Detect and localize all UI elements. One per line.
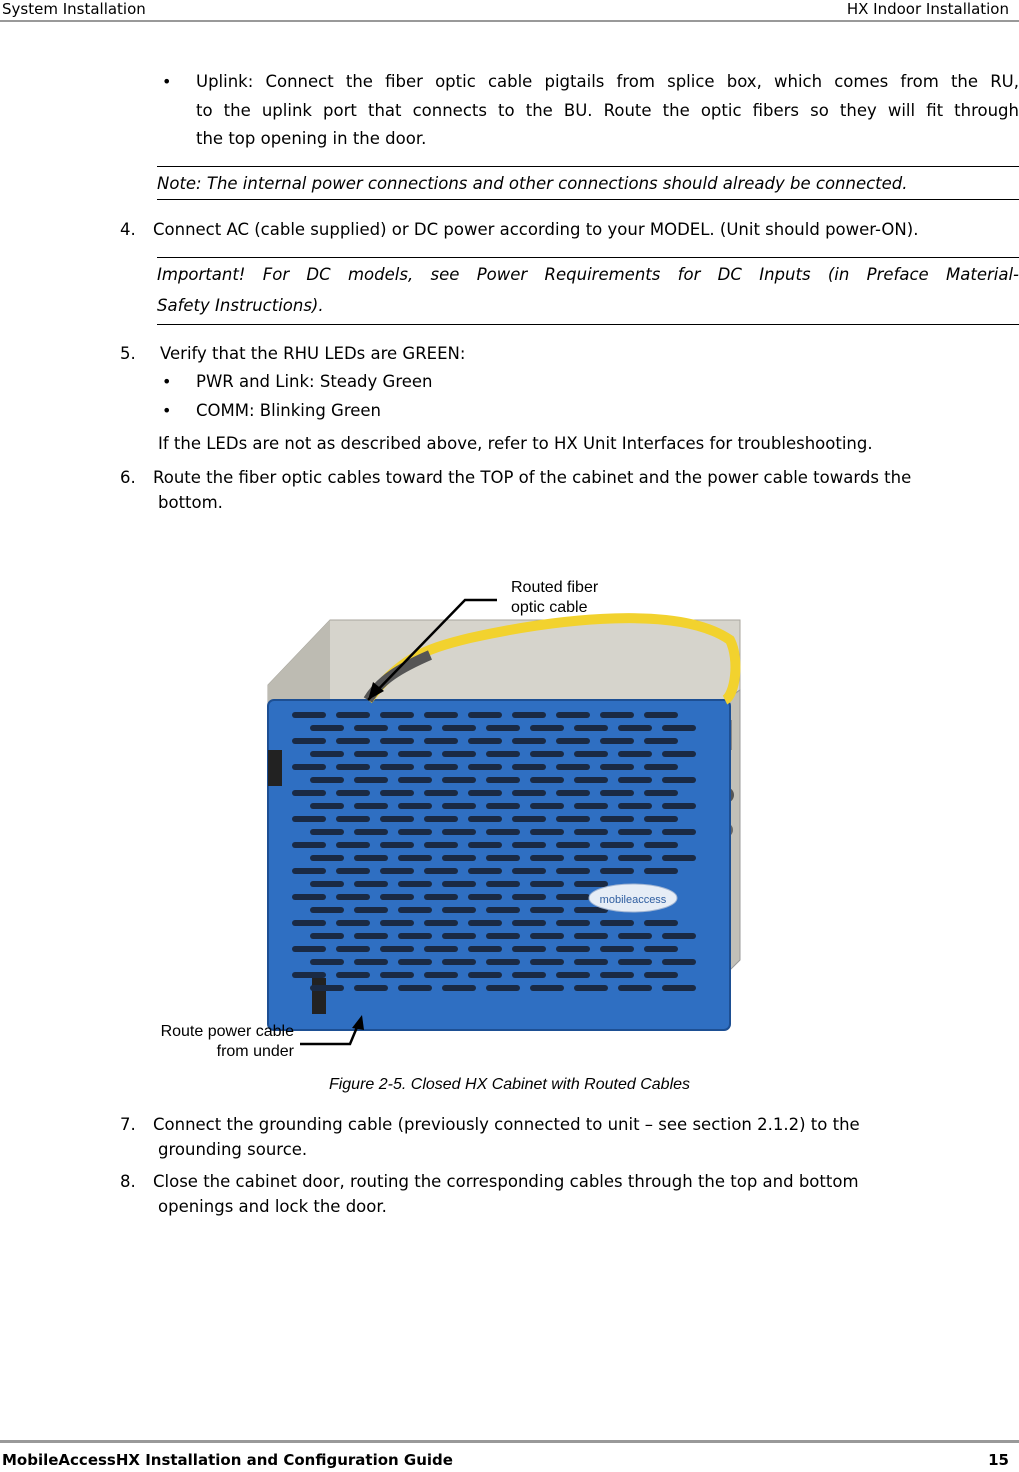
vent-slot [530, 725, 564, 731]
vent-slot [486, 855, 520, 861]
step-7-number: 7. [120, 1115, 136, 1134]
note-text: Note: The internal power connections and other connections should already be connected. [157, 174, 908, 193]
vent-slot [292, 738, 326, 744]
vent-slot [556, 738, 590, 744]
vent-slot [310, 829, 344, 835]
step-5-troubleshoot: If the LEDs are not as described above, refer to HX Unit Interfaces for troubleshooting. [158, 434, 873, 453]
vent-slot [486, 777, 520, 783]
vent-slot [644, 842, 678, 848]
bullet-glyph: • [162, 72, 172, 91]
vent-slot [618, 855, 652, 861]
vent-slot [442, 959, 476, 965]
vent-slot [530, 777, 564, 783]
vent-slot [600, 920, 634, 926]
vent-slot [512, 712, 546, 718]
step-4-number: 4. [120, 220, 136, 239]
vent-slot [398, 907, 432, 913]
vent-slot [468, 790, 502, 796]
vent-slot [486, 829, 520, 835]
vent-slot [512, 764, 546, 770]
vent-slot [424, 790, 458, 796]
vent-slot [442, 803, 476, 809]
vent-slot [574, 751, 608, 757]
vent-slot [354, 777, 388, 783]
vent-slot [644, 972, 678, 978]
vent-slot [398, 803, 432, 809]
important-note-line-2: Safety Instructions). [157, 296, 324, 315]
bullet-glyph: • [162, 372, 172, 391]
vent-slot [600, 712, 634, 718]
vent-slot [556, 712, 590, 718]
vent-slot [380, 842, 414, 848]
vent-slot [354, 855, 388, 861]
vent-slot [336, 894, 370, 900]
vent-slot [574, 725, 608, 731]
vent-slot [530, 803, 564, 809]
vent-slot [468, 842, 502, 848]
vent-slot [618, 829, 652, 835]
vent-slot [600, 868, 634, 874]
door-hinge-bottom [312, 978, 326, 1014]
header-section-title: System Installation [2, 0, 146, 18]
vent-slot [424, 738, 458, 744]
vent-slot [644, 712, 678, 718]
vent-slot [556, 764, 590, 770]
vent-slot [512, 894, 546, 900]
uplink-line-2: to the uplink port that connects to the BU. Route the optic fibers so they will fit through [196, 101, 1019, 120]
vent-slot [556, 842, 590, 848]
vent-slot [442, 829, 476, 835]
cabinet-photo [0, 560, 1019, 1070]
vent-slot [468, 738, 502, 744]
chassis-side [268, 620, 330, 710]
vent-slot [486, 959, 520, 965]
vent-slot [468, 920, 502, 926]
vent-slot [486, 907, 520, 913]
vent-slot [556, 894, 590, 900]
vent-slot [310, 855, 344, 861]
vent-slot [662, 829, 696, 835]
vent-slot [662, 855, 696, 861]
vent-slot [468, 712, 502, 718]
vent-slot [556, 868, 590, 874]
vent-slot [310, 907, 344, 913]
vent-slot [512, 816, 546, 822]
vent-slot [468, 868, 502, 874]
vent-slot [380, 738, 414, 744]
vent-slot [354, 751, 388, 757]
vent-slot [398, 725, 432, 731]
vent-slot [424, 816, 458, 822]
vent-slot [424, 868, 458, 874]
vent-slot [398, 829, 432, 835]
vent-slot [512, 972, 546, 978]
vent-slot [380, 764, 414, 770]
vent-slot [556, 790, 590, 796]
vent-slot [310, 933, 344, 939]
callout-fiber-line-1: Routed fiber [511, 579, 599, 596]
page-number: 15 [988, 1451, 1009, 1469]
vent-slot [530, 751, 564, 757]
vent-slot [556, 816, 590, 822]
led-bullet-comm: COMM: Blinking Green [196, 401, 382, 420]
step-8-number: 8. [120, 1172, 136, 1191]
step-5-number: 5. [120, 344, 136, 363]
step-6-number: 6. [120, 468, 136, 487]
callout-power-label [138, 1022, 294, 1062]
callout-fiber-line-2: optic cable [511, 599, 588, 616]
vent-slot [380, 972, 414, 978]
vent-slot [336, 972, 370, 978]
vent-slot [310, 959, 344, 965]
vent-slot [662, 933, 696, 939]
bullet-glyph: • [162, 401, 172, 420]
vent-slot [336, 764, 370, 770]
vent-slot [530, 907, 564, 913]
vent-slot [468, 764, 502, 770]
vent-slot [662, 725, 696, 731]
vent-slot [292, 920, 326, 926]
step-7-line-1: Connect the grounding cable (previously connected to unit – see section 2.1.2) to the [153, 1115, 860, 1134]
callout-power-line-2: from under [216, 1043, 294, 1060]
step-8-line-2: openings and lock the door. [158, 1197, 387, 1216]
step-4-text: Connect AC (cable supplied) or DC power according to your MODEL. (Unit should power-ON). [153, 220, 919, 239]
vent-slot [486, 985, 520, 991]
vent-slot [336, 816, 370, 822]
vent-slot [574, 985, 608, 991]
vent-slot [618, 985, 652, 991]
uplink-line-3: the top opening in the door. [196, 129, 427, 148]
callout-power-line-1: Route power cable [160, 1023, 294, 1040]
vent-slot [398, 855, 432, 861]
vent-slot [310, 725, 344, 731]
vent-slot [336, 712, 370, 718]
callout-fiber-label [511, 578, 598, 618]
vent-slot [292, 816, 326, 822]
vent-slot [292, 972, 326, 978]
vent-slot [336, 842, 370, 848]
vent-slot [380, 920, 414, 926]
vent-slot [310, 803, 344, 809]
vent-slot [644, 816, 678, 822]
vent-slot [336, 738, 370, 744]
vent-slot [468, 894, 502, 900]
vent-slot [644, 738, 678, 744]
vent-slot [600, 946, 634, 952]
vent-slot [442, 907, 476, 913]
vent-slot [600, 790, 634, 796]
vent-slot [530, 985, 564, 991]
vent-slot [574, 959, 608, 965]
vent-slot [512, 946, 546, 952]
vent-slot [486, 725, 520, 731]
vent-slot [618, 959, 652, 965]
vent-slot [354, 829, 388, 835]
vent-slot [292, 712, 326, 718]
step-6-line-2: bottom. [158, 493, 223, 512]
vent-slot [662, 985, 696, 991]
vent-slot [310, 751, 344, 757]
vent-slot [354, 933, 388, 939]
figure-caption: Figure 2-5. Closed HX Cabinet with Routed Cables [328, 1076, 691, 1093]
vent-slot [398, 959, 432, 965]
vent-slot [662, 777, 696, 783]
brand-logo-text: mobileaccess [599, 894, 667, 906]
vent-slot [618, 725, 652, 731]
vent-slot [574, 777, 608, 783]
footer-guide-title: MobileAccessHX Installation and Configuration Guide [2, 1451, 453, 1469]
vent-slot [574, 803, 608, 809]
step-6-line-1: Route the fiber optic cables toward the TOP of the cabinet and the power cable towards the [153, 468, 912, 487]
vent-slot [468, 816, 502, 822]
important-note-line-1: Important! For DC models, see Power Requirements for DC Inputs (in Preface Material- [157, 265, 1019, 284]
vent-slot [354, 803, 388, 809]
vent-slot [398, 777, 432, 783]
vent-slot [512, 738, 546, 744]
vent-slot [618, 777, 652, 783]
vent-slot [442, 725, 476, 731]
vent-slot [292, 868, 326, 874]
vent-slot [442, 881, 476, 887]
vent-slot [292, 842, 326, 848]
page-header [0, 0, 1019, 22]
vent-slot [644, 868, 678, 874]
vent-slot [644, 764, 678, 770]
vent-slot [556, 972, 590, 978]
vent-slot [292, 946, 326, 952]
vent-slot [424, 842, 458, 848]
vent-slot [380, 790, 414, 796]
vent-slot [574, 829, 608, 835]
vent-slot [442, 777, 476, 783]
vent-slot [574, 933, 608, 939]
vent-slot [530, 829, 564, 835]
header-chapter-title: HX Indoor Installation [846, 0, 1009, 18]
vent-slot [468, 946, 502, 952]
vent-slot [354, 985, 388, 991]
vent-slot [486, 881, 520, 887]
vent-slot [442, 855, 476, 861]
cabinet-door [268, 700, 730, 1030]
vent-slot [486, 933, 520, 939]
uplink-line-1: Uplink: Connect the fiber optic cable pigtails from splice box, which comes from the RU, [196, 72, 1019, 91]
led-bullet-pwr: PWR and Link: Steady Green [196, 372, 433, 391]
vent-slot [618, 933, 652, 939]
vent-slot [380, 946, 414, 952]
vent-slot [486, 803, 520, 809]
vent-slot [292, 790, 326, 796]
vent-slot [398, 751, 432, 757]
vent-slot [336, 868, 370, 874]
step-8-line-1: Close the cabinet door, routing the corresponding cables through the top and bottom [153, 1172, 859, 1191]
vent-slot [574, 855, 608, 861]
vent-slot [424, 894, 458, 900]
vent-slot [556, 920, 590, 926]
vent-slot [336, 920, 370, 926]
vent-slot [600, 764, 634, 770]
vent-slot [398, 985, 432, 991]
page-footer [0, 1440, 1019, 1472]
vent-slot [424, 972, 458, 978]
vent-slot [442, 751, 476, 757]
vent-slot [336, 946, 370, 952]
vent-slot [512, 868, 546, 874]
vent-slot [424, 764, 458, 770]
vent-slot [336, 790, 370, 796]
vent-slot [662, 803, 696, 809]
vent-slot [618, 803, 652, 809]
vent-slot [468, 972, 502, 978]
vent-slot [310, 985, 344, 991]
vent-slot [556, 946, 590, 952]
vent-slot [292, 894, 326, 900]
vent-slot [512, 920, 546, 926]
vent-slot [618, 751, 652, 757]
vent-slot [292, 764, 326, 770]
vent-slot [644, 946, 678, 952]
vent-slot [600, 738, 634, 744]
vent-slot [530, 855, 564, 861]
vent-slot [530, 933, 564, 939]
vent-slot [512, 790, 546, 796]
vent-slot [380, 894, 414, 900]
vent-slot [442, 933, 476, 939]
vent-slot [486, 751, 520, 757]
step-7-line-2: grounding source. [158, 1140, 308, 1159]
vent-slot [424, 712, 458, 718]
vent-slot [574, 881, 608, 887]
vent-slot [398, 881, 432, 887]
vent-slot [310, 777, 344, 783]
vent-slot [512, 842, 546, 848]
vent-slot [600, 816, 634, 822]
vent-slot [644, 790, 678, 796]
vent-slot [380, 712, 414, 718]
vent-slot [424, 946, 458, 952]
step-5-text: Verify that the RHU LEDs are GREEN: [160, 344, 466, 363]
vent-slot [310, 881, 344, 887]
vent-slot [662, 751, 696, 757]
vent-slot [530, 959, 564, 965]
vent-slot [644, 920, 678, 926]
important-note [157, 257, 1019, 325]
door-hinge-top [268, 750, 282, 786]
vent-slot [662, 959, 696, 965]
vent-slot [600, 972, 634, 978]
vent-slot [354, 907, 388, 913]
vent-slot [600, 842, 634, 848]
cabinet-figure [0, 560, 1019, 1070]
vent-slot [380, 868, 414, 874]
vent-slot [530, 881, 564, 887]
vent-slot [354, 881, 388, 887]
vent-slot [442, 985, 476, 991]
vent-slot [424, 920, 458, 926]
vent-slot [398, 933, 432, 939]
note-internal-connections [157, 166, 1019, 200]
vent-slot [354, 725, 388, 731]
vent-slot [380, 816, 414, 822]
vent-slot [354, 959, 388, 965]
